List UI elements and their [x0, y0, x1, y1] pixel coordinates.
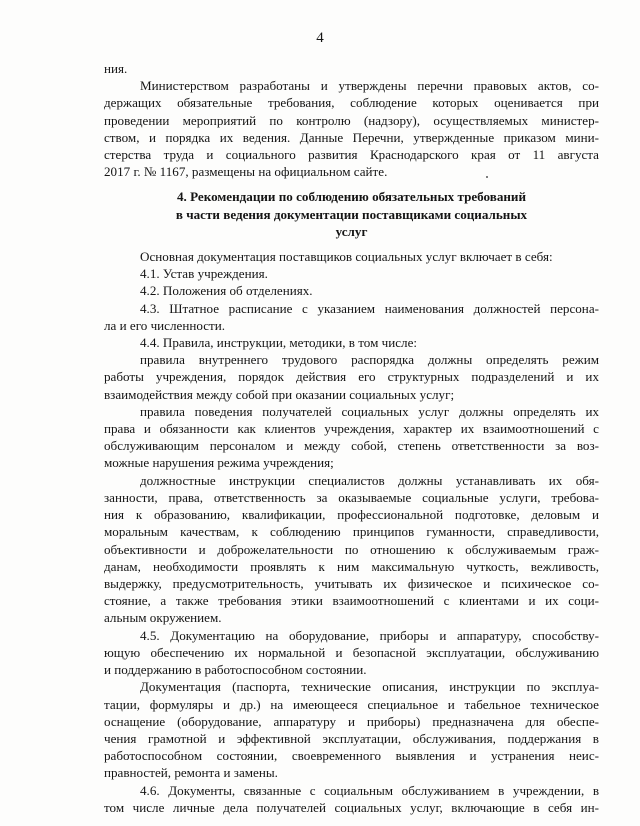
- text-line: Министерством разработаны и утверждены перечни правовых актов, со-: [140, 78, 599, 94]
- text-line: оснащение (оборудование, аппаратуру и приборы) предназначена для обеспе-: [104, 713, 599, 729]
- text-line: должностные инструкции специалистов должны устанавливать их обя-: [140, 472, 599, 488]
- page-number: 4: [316, 30, 324, 46]
- text-line: том числе личные дела получателей социальных услуг, включающие в себя ин-: [104, 799, 599, 815]
- text-line: правила внутреннего трудового распорядка должны определять режим: [140, 352, 599, 368]
- text-line: стерства труда и социального развития Краснодарского края от 11 августа: [104, 147, 599, 163]
- text-line: ния к образованию, квалификации, профессиональной подготовке, деловым и: [104, 507, 599, 523]
- text-line: 4.6. Документы, связанные с социальным обслуживанием в учреждении, в: [140, 782, 599, 798]
- text-line: чения грамотной и эффективной эксплуатации, обслуживания, поддержания в: [104, 730, 599, 746]
- text-line: правила поведения получателей социальных услуг должны определять их: [140, 403, 599, 419]
- section-heading: в части ведения документации поставщиками социальных: [175, 206, 528, 222]
- text-line: выдержку, предусмотрительность, учитывать их физическое и психическое со-: [104, 576, 599, 591]
- section-heading: услуг: [335, 223, 368, 239]
- section-heading: 4. Рекомендации по соблюдению обязательных требований: [176, 189, 527, 205]
- list-item: 4.1. Устав учреждения.: [140, 266, 268, 281]
- text-line: Документация (паспорта, технические описания, инструкции по эксплуа-: [140, 679, 599, 695]
- text-line: взаимодействия между собой при оказании социальных услуг;: [104, 386, 455, 402]
- text-line: ством, и порядка их ведения. Данные Перечни, утвержденные приказом мини-: [104, 129, 599, 145]
- text-line: работы учреждения, порядок действия его структурных подразделений и их: [104, 369, 599, 385]
- text-line: правностей, ремонта и замены.: [104, 765, 278, 781]
- text-line: 2017 г. № 1167, размещены на официальном сайте.: [104, 164, 388, 180]
- list-item: 4.4. Правила, инструкции, методики, в том числе:: [140, 334, 418, 350]
- text-line: можные нарушения режима учреждения;: [104, 455, 334, 471]
- text-line: объективности и доброжелательности по отношению к обслуживаемым граж-: [104, 541, 599, 557]
- text-line: тации, формуляры и др.) на имеющееся специальное и табельное техническое: [104, 696, 599, 712]
- text-line: держащих обязательные требования, соблюдение которых оценивается при: [104, 95, 599, 111]
- text-line: права и обязанности как клиентов учреждения, характер их взаимоотношений с: [104, 421, 599, 436]
- text-line: альным окружением.: [104, 610, 222, 626]
- text-line: работоспособном состоянии, своевременного выявления и устранения неис-: [104, 748, 599, 764]
- text-line: ющую обеспечению их нормальной и безопасной эксплуатации, обслуживанию: [104, 644, 599, 660]
- list-item: 4.2. Положения об отделениях.: [140, 283, 313, 299]
- text-line: ла и его численности.: [104, 317, 226, 333]
- text-line: обслуживающим персоналом и между собой, степень ответственности за воз-: [104, 438, 599, 454]
- text-line: 4.5. Документацию на оборудование, приборы и аппаратуру, способству-: [140, 627, 599, 643]
- text-line: ния.: [104, 61, 128, 76]
- text-line: моральным качествам, к соблюдению принципов гуманности, справедливости,: [104, 524, 599, 540]
- scan-speck: [486, 176, 488, 178]
- list-item: 4.3. Штатное расписание с указанием наименования должностей персона-: [140, 300, 599, 316]
- text-line: Основная документация поставщиков социальных услуг включает в себя:: [140, 248, 553, 264]
- text-line: занности, права, ответственность за оказываемые социальные услуги, требова-: [104, 489, 599, 505]
- text-line: и поддержанию в работоспособном состоянии.: [104, 662, 367, 677]
- text-line: проведении мероприятий по контролю (надзору), осуществляемых министер-: [104, 112, 599, 128]
- text-line: данам, необходимости проявлять к ним максимальную чуткость, вежливость,: [104, 558, 599, 574]
- text-line: стояние, а также требования этики взаимоотношений с клиентами и их соци-: [104, 593, 599, 609]
